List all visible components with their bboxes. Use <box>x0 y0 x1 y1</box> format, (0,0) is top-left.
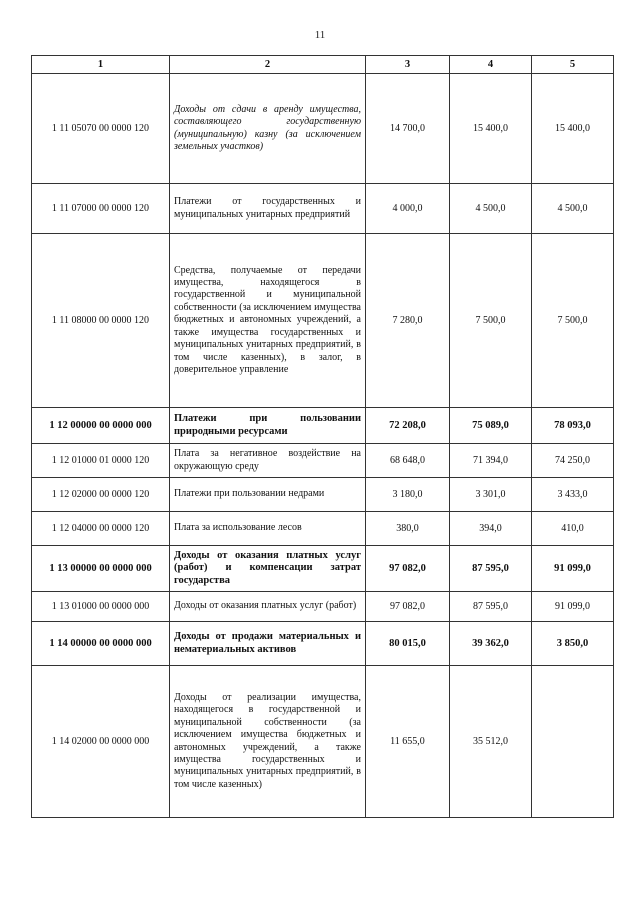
budget-code: 1 13 00000 00 0000 000 <box>32 546 170 592</box>
value-col3: 11 655,0 <box>366 666 450 818</box>
budget-code: 1 14 00000 00 0000 000 <box>32 622 170 666</box>
value-col3: 80 015,0 <box>366 622 450 666</box>
value-col5: 91 099,0 <box>532 546 614 592</box>
budget-code: 1 11 05070 00 0000 120 <box>32 74 170 184</box>
revenue-name: Плата за использование лесов <box>170 512 366 546</box>
value-col4: 15 400,0 <box>450 74 532 184</box>
table-row <box>32 592 614 622</box>
column-header: 1 <box>32 56 170 74</box>
value-col4: 3 301,0 <box>450 478 532 512</box>
table-row <box>32 512 614 546</box>
value-col3: 3 180,0 <box>366 478 450 512</box>
table-row <box>32 666 614 818</box>
table-row <box>32 444 614 478</box>
revenue-name: Платежи при пользовании недрами <box>170 478 366 512</box>
budget-code: 1 12 04000 00 0000 120 <box>32 512 170 546</box>
value-col5: 91 099,0 <box>532 592 614 622</box>
value-col5: 4 500,0 <box>532 184 614 234</box>
table-row <box>32 546 614 592</box>
table-row <box>32 622 614 666</box>
budget-code: 1 11 07000 00 0000 120 <box>32 184 170 234</box>
budget-code: 1 12 02000 00 0000 120 <box>32 478 170 512</box>
table-row <box>32 408 614 444</box>
value-col3: 4 000,0 <box>366 184 450 234</box>
revenue-name: Доходы от продажи материальных и нематериальных активов <box>170 622 366 666</box>
value-col4: 394,0 <box>450 512 532 546</box>
value-col3: 380,0 <box>366 512 450 546</box>
value-col3: 14 700,0 <box>366 74 450 184</box>
revenue-name: Платежи при пользовании природными ресурсами <box>170 408 366 444</box>
budget-code: 1 12 01000 01 0000 120 <box>32 444 170 478</box>
table-row <box>32 74 614 184</box>
value-col5: 7 500,0 <box>532 234 614 408</box>
value-col3: 97 082,0 <box>366 592 450 622</box>
value-col4: 87 595,0 <box>450 592 532 622</box>
revenue-name: Платежи от государственных и муниципальных унитарных предприятий <box>170 184 366 234</box>
budget-code: 1 13 01000 00 0000 000 <box>32 592 170 622</box>
revenue-name: Средства, получаемые от передачи имущества, находящегося в государственной и муниципальной собственности (за исключением имущества бюджетных и автономных учреждений, а также имущества государственных и муниципальных унитарных предприятий, в том числе казенных), в залог, в доверительное управление <box>170 234 366 408</box>
revenue-table <box>31 55 614 818</box>
value-col4: 75 089,0 <box>450 408 532 444</box>
value-col4: 39 362,0 <box>450 622 532 666</box>
revenue-name: Доходы от сдачи в аренду имущества, составляющего государственную (муниципальную) казну (за исключением земельных участков) <box>170 74 366 184</box>
revenue-name: Доходы от оказания платных услуг (работ) и компенсации затрат государства <box>170 546 366 592</box>
table-row <box>32 478 614 512</box>
value-col5: 74 250,0 <box>532 444 614 478</box>
value-col3: 7 280,0 <box>366 234 450 408</box>
column-header: 5 <box>532 56 614 74</box>
table-row <box>32 184 614 234</box>
value-col5: 78 093,0 <box>532 408 614 444</box>
value-col4: 7 500,0 <box>450 234 532 408</box>
value-col5: 15 400,0 <box>532 74 614 184</box>
revenue-name: Доходы от реализации имущества, находящегося в государственной и муниципальной собственности (за исключением имущества бюджетных и автономных учреждений, а также имущества государственных и муниципальных унитарных предприятий, в том числе казенных) <box>170 666 366 818</box>
budget-code: 1 12 00000 00 0000 000 <box>32 408 170 444</box>
table-row <box>32 234 614 408</box>
value-col3: 72 208,0 <box>366 408 450 444</box>
value-col3: 97 082,0 <box>366 546 450 592</box>
value-col3: 68 648,0 <box>366 444 450 478</box>
value-col5: 410,0 <box>532 512 614 546</box>
value-col4: 35 512,0 <box>450 666 532 818</box>
column-header: 3 <box>366 56 450 74</box>
budget-code: 1 11 08000 00 0000 120 <box>32 234 170 408</box>
column-header: 2 <box>170 56 366 74</box>
revenue-name: Доходы от оказания платных услуг (работ) <box>170 592 366 622</box>
value-col5: 3 850,0 <box>532 622 614 666</box>
revenue-name: Плата за негативное воздействие на окружающую среду <box>170 444 366 478</box>
budget-code: 1 14 02000 00 0000 000 <box>32 666 170 818</box>
column-header: 4 <box>450 56 532 74</box>
value-col5: 3 433,0 <box>532 478 614 512</box>
value-col4: 87 595,0 <box>450 546 532 592</box>
table-header-row <box>32 56 614 74</box>
page-number: 11 <box>314 29 326 41</box>
value-col4: 71 394,0 <box>450 444 532 478</box>
value-col5 <box>532 666 614 818</box>
value-col4: 4 500,0 <box>450 184 532 234</box>
